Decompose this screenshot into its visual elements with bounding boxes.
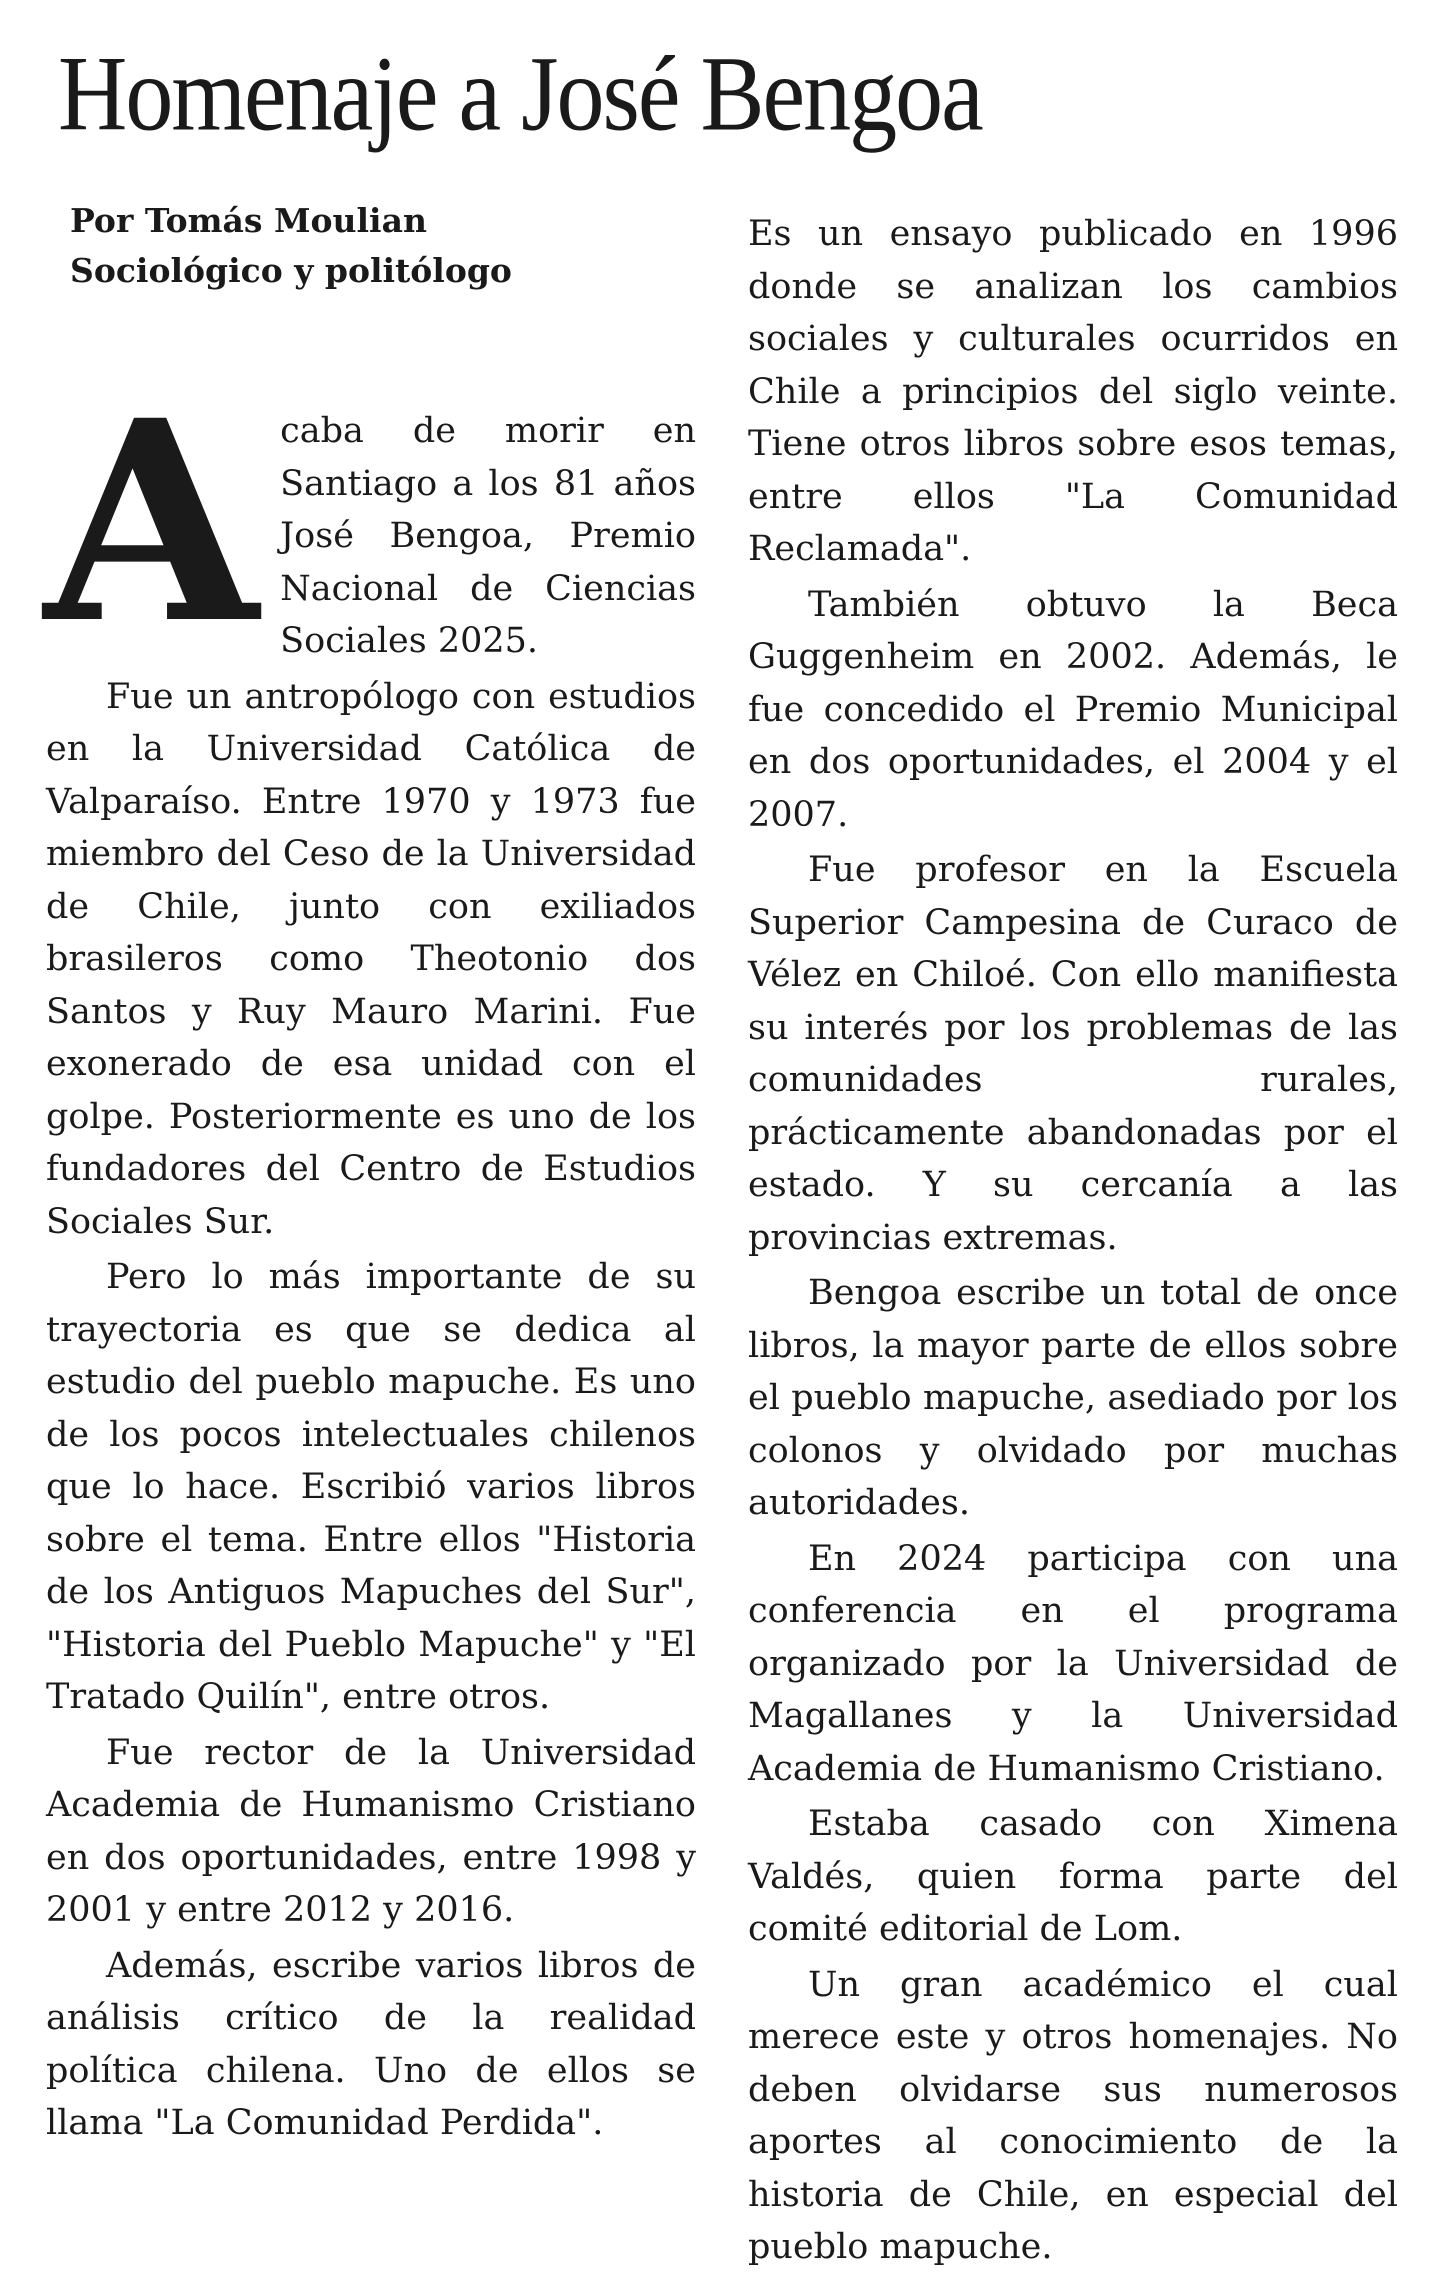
byline (70, 196, 512, 296)
paragraph-1: Acaba de morir en Santiago a los 81 años José Bengoa, Premio Nacional de Ciencias Sociales 2025. (44, 361, 696, 685)
paragraph-12: Un gran académico el cual merece este y otros homenajes. No deben olvidarse sus numerosos aportes al conocimiento de la historia de Chile, en especial del pueblo mapuche. (748, 1964, 1398, 2267)
paragraph-5: Además, escribe varios libros de análisis crítico de la realidad política chilena. Uno de ellos se llama "La Comunidad Perdida". (46, 1945, 696, 2143)
paragraph-9: Bengoa escribe un total de once libros, la mayor parte de ellos sobre el pueblo mapuche, asediado por los colonos y olvidado por muchas autoridades. (748, 1273, 1398, 1523)
paragraph-11: Estaba casado con Ximena Valdés, quien forma parte del comité editorial de Lom. (748, 1804, 1398, 1949)
paragraph-8: Fue profesor en la Escuela Superior Campesina de Curaco de Vélez en Chiloé. Con ello manifiesta su interés por los problemas de las comunidades rurales, prácticamente abandonadas por el estado. Y su cercanía a las provincias extremas. (748, 850, 1398, 1258)
author-role: Sociológico y politólogo (70, 251, 512, 290)
paragraph-7: También obtuvo la Beca Guggenheim en 2002. Además, le fue concedido el Premio Municipal en dos oportunidades, el 2004 y el 2007. (748, 584, 1398, 835)
paragraph-2: Fue un antropólogo con estudios en la Universidad Católica de Valparaíso. Entre 1970 y 1973 fue miembro del Ceso de la Universidad de Chile, junto con exiliados brasileros como Theotonio dos Santos y Ruy Mauro Marini. Fue exonerado de esa unidad con el golpe. Posteriormente es uno de los fundadores del Centro de Estudios Sociales Sur. (46, 676, 696, 1242)
column-left (44, 361, 696, 2153)
paragraph-10: En 2024 participa con una conferencia en el programa organizado por la Universidad de Magallanes y la Universidad Academia de Humanismo Cristiano. (748, 1538, 1398, 1789)
column-right (748, 208, 1398, 2277)
paragraph-4: Fue rector de la Universidad Academia de Humanismo Cristiano en dos oportunidades, entre 1998 y 2001 y entre 2012 y 2016. (46, 1732, 696, 1930)
paragraph-3: Pero lo más importante de su trayectoria es que se dedica al estudio del pueblo mapuche. Es uno de los pocos intelectuales chilenos que lo hace. Escribió varios libros sobre el tema. Entre ellos "Historia de los Antiguos Mapuches del Sur", "Historia del Pueblo Mapuche" y "El Tratado Quilín", entre otros. (46, 1257, 696, 1717)
drop-cap: A (44, 361, 259, 685)
author-name: Por Tomás Moulian (70, 201, 427, 240)
paragraph-6: Es un ensayo publicado en 1996 donde se analizan los cambios sociales y culturales ocurridos en Chile a principios del siglo veinte. Tiene otros libros sobre esos temas, entre ellos "La Comunidad Reclamada". (748, 214, 1398, 569)
article-title: Homenaje a José Bengoa (58, 33, 982, 154)
